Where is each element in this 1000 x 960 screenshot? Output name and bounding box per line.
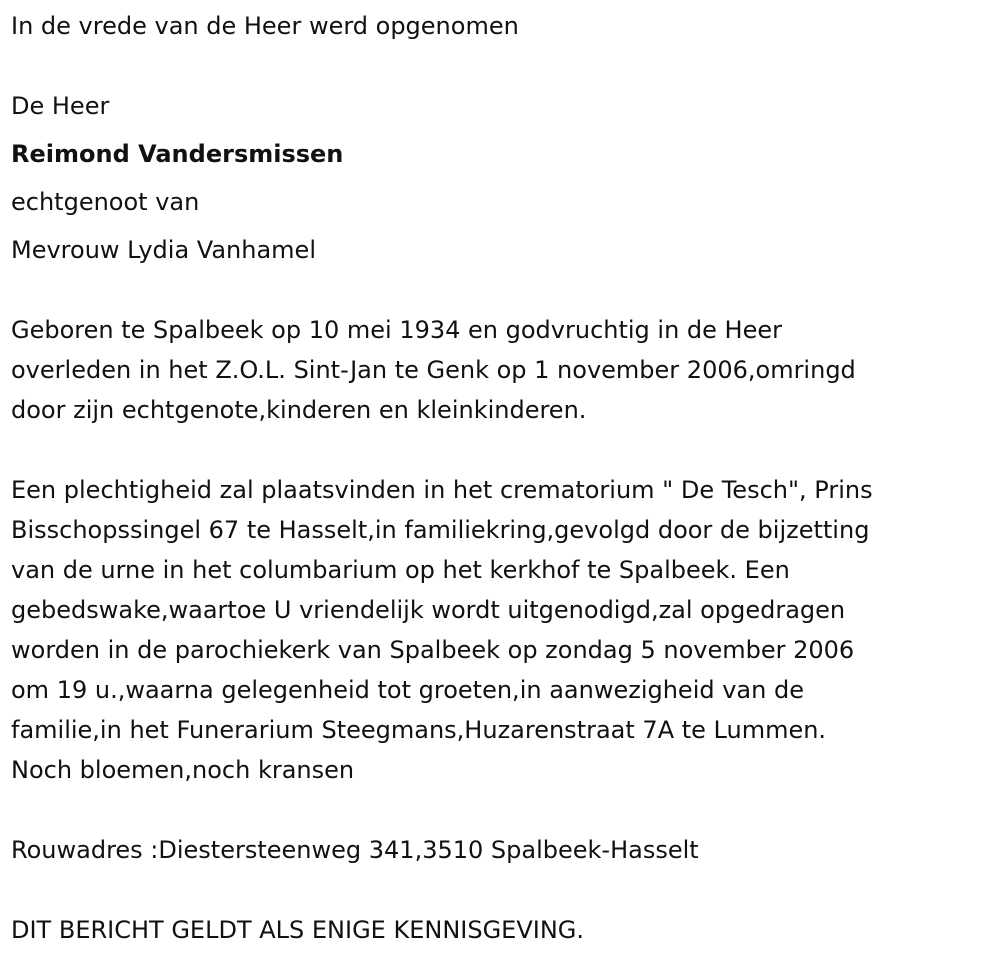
ceremony-line: familie,in het Funerarium Steegmans,Huzarenstraat 7A te Lummen. — [11, 716, 827, 744]
relation-line: echtgenoot van — [11, 188, 200, 216]
ceremony-line: gebedswake,waartoe U vriendelijk wordt uitgenodigd,zal opgedragen — [11, 596, 846, 624]
ceremony-line: worden in de parochiekerk van Spalbeek op zondag 5 november 2006 — [11, 636, 855, 664]
ceremony-line: om 19 u.,waarna gelegenheid tot groeten,in aanwezigheid van de — [11, 676, 804, 704]
deceased-name: Reimond Vandersmissen — [11, 140, 344, 168]
intro-line: In de vrede van de Heer werd opgenomen — [11, 12, 519, 40]
birth-death-line: door zijn echtgenote,kinderen en kleinkinderen. — [11, 396, 587, 424]
salutation: De Heer — [11, 92, 110, 120]
ceremony-line: van de urne in het columbarium op het kerkhof te Spalbeek. Een — [11, 556, 790, 584]
birth-death-line: overleden in het Z.O.L. Sint-Jan te Genk op 1 november 2006,omringd — [11, 356, 856, 384]
mourning-address: Rouwadres :Diestersteenweg 341,3510 Spalbeek-Hasselt — [11, 836, 699, 864]
ceremony-line: Noch bloemen,noch kransen — [11, 756, 355, 784]
ceremony-line: Een plechtigheid zal plaatsvinden in het crematorium " De Tesch", Prins — [11, 476, 873, 504]
birth-death-line: Geboren te Spalbeek op 10 mei 1934 en godvruchtig in de Heer — [11, 316, 782, 344]
closing-statement: DIT BERICHT GELDT ALS ENIGE KENNISGEVING. — [11, 916, 585, 944]
ceremony-line: Bisschopssingel 67 te Hasselt,in familiekring,gevolgd door de bijzetting — [11, 516, 870, 544]
spouse-name: Mevrouw Lydia Vanhamel — [11, 236, 316, 264]
